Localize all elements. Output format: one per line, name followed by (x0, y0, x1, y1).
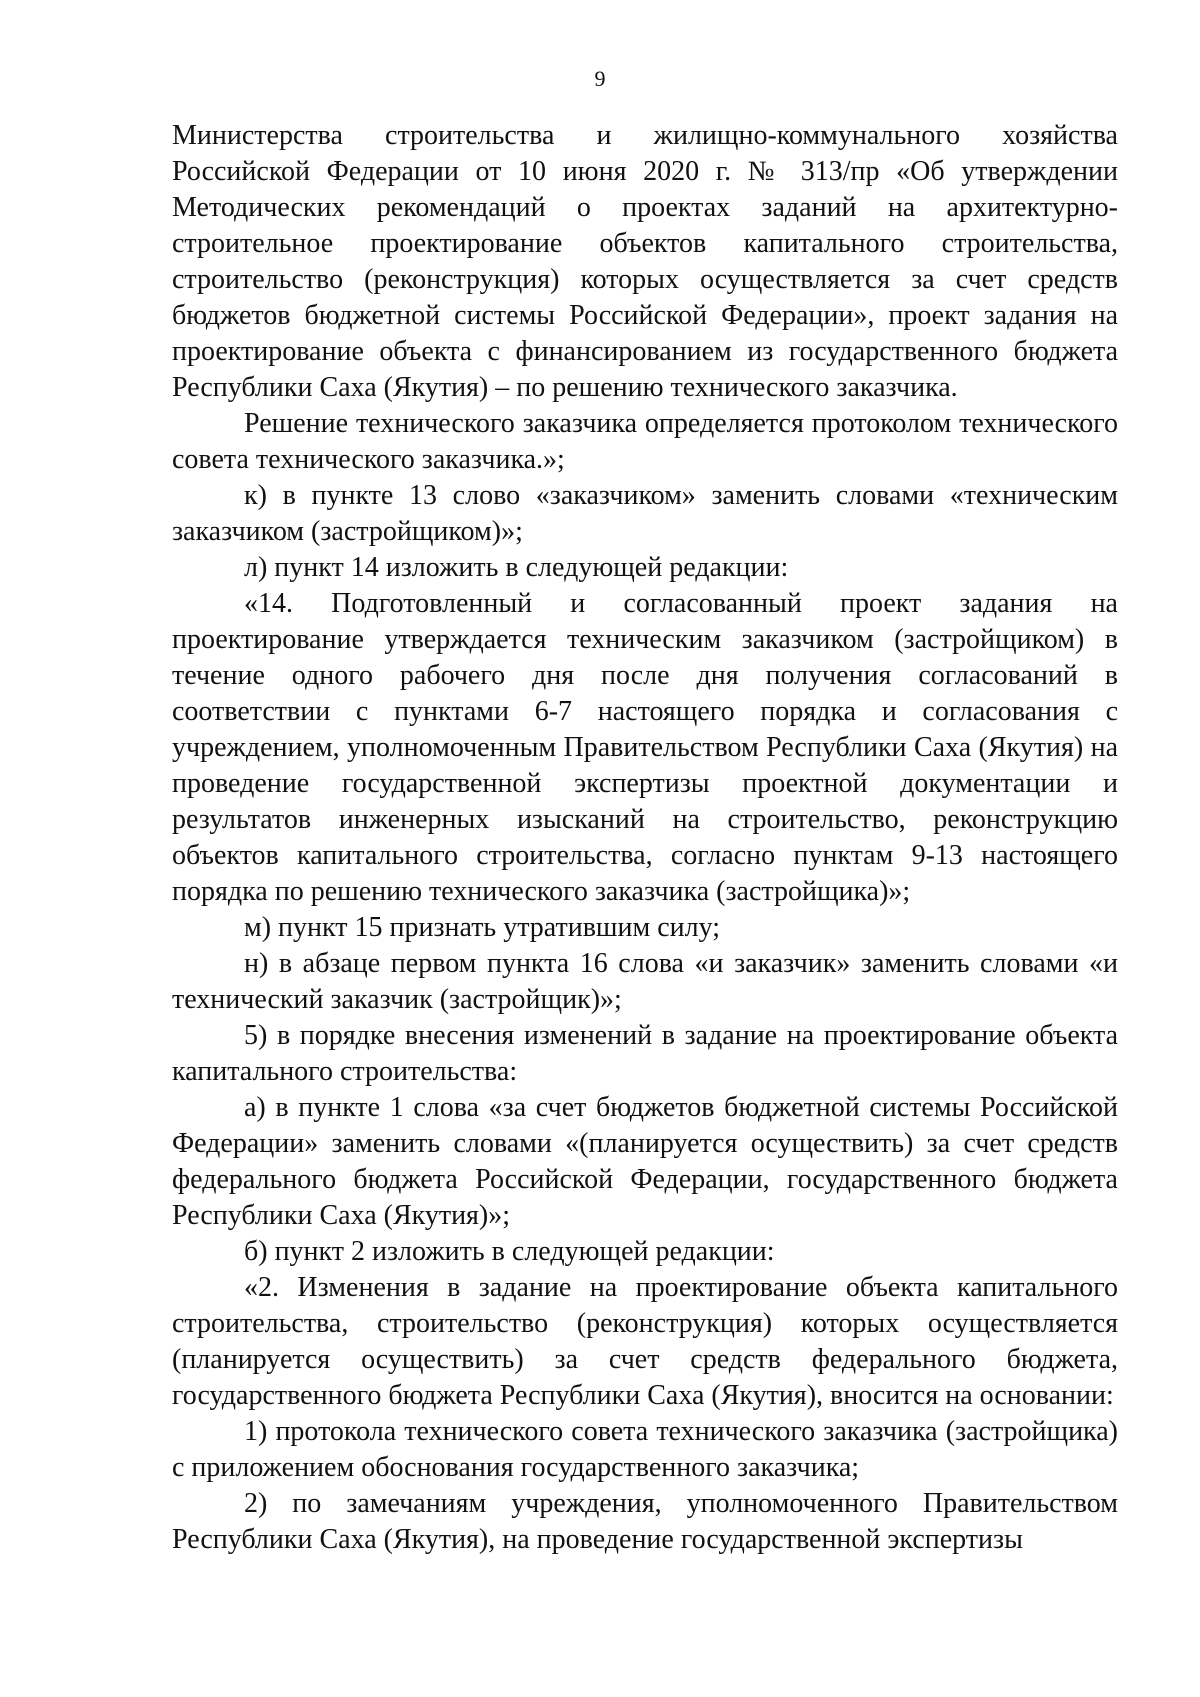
paragraph-item-m: м) пункт 15 признать утратившим силу; (244, 912, 720, 943)
paragraph-clause-2: «2. Изменения в задание на проектирование объекта капитального строительства, строительство (реконструкция) которых осуществляется (планируется осуществить) за счет средств федерального бюджета, государственного бюджета Республики Саха (Якутия), вносится на основании: (172, 1272, 1118, 1411)
paragraph-subitem-2: 2) по замечаниям учреждения, уполномоченного Правительством Республики Саха (Якутия), на проведение государственной экспертизы (172, 1488, 1118, 1555)
paragraph-clause-14: «14. Подготовленный и согласованный проект задания на проектирование утверждается техническим заказчиком (застройщиком) в течение одного рабочего дня после дня получения согласований в соответствии с пунктами 6-7 настоящего порядка и согласования с учреждением, уполномоченным Правительством Республики Саха (Якутия) на проведение государственной экспертизы проектной документации и результатов инженерных изысканий на строительство, реконструкцию объектов капитального строительства, согласно пунктам 9-13 настоящего порядка по решению технического заказчика (застройщика)»; (172, 588, 1118, 907)
paragraph-item-a: а) в пункте 1 слова «за счет бюджетов бюджетной системы Российской Федерации» заменить словами «(планируется осуществить) за счет средств федерального бюджета Российской Федерации, государственного бюджета Республики Саха (Якутия)»; (172, 1092, 1118, 1231)
page-number: 9 (594, 66, 606, 91)
paragraph-subitem-1: 1) протокола технического совета технического заказчика (застройщика) с приложением обоснования государственного заказчика; (172, 1416, 1118, 1483)
paragraph-item-n: н) в абзаце первом пункта 16 слова «и заказчик» заменить словами «и технический заказчик (застройщик)»; (172, 948, 1118, 1015)
paragraph-decision-protocol: Решение технического заказчика определяется протоколом технического совета технического заказчика.»; (172, 408, 1118, 475)
paragraph-section-5: 5) в порядке внесения изменений в задание на проектирование объекта капитального строительства: (172, 1020, 1118, 1087)
paragraph-item-b: б) пункт 2 изложить в следующей редакции: (244, 1236, 775, 1267)
paragraph-item-k: к) в пункте 13 слово «заказчиком» заменить словами «техническим заказчиком (застройщиком)»; (172, 480, 1118, 547)
document-body (172, 118, 1118, 1558)
paragraph-order-reference: Министерства строительства и жилищно-коммунального хозяйства Российской Федерации от 10 июня 2020 г. № 313/пр «Об утверждении Методических рекомендаций о проектах заданий на архитектурно-строительное проектирование объектов капитального строительства, строительство (реконструкция) которых осуществляется за счет средств бюджетов бюджетной системы Российской Федерации», проект задания на проектирование объекта с финансированием из государственного бюджета Республики Саха (Якутия) – по решению технического заказчика. (172, 120, 1118, 403)
paragraph-item-l: л) пункт 14 изложить в следующей редакции: (244, 552, 789, 583)
